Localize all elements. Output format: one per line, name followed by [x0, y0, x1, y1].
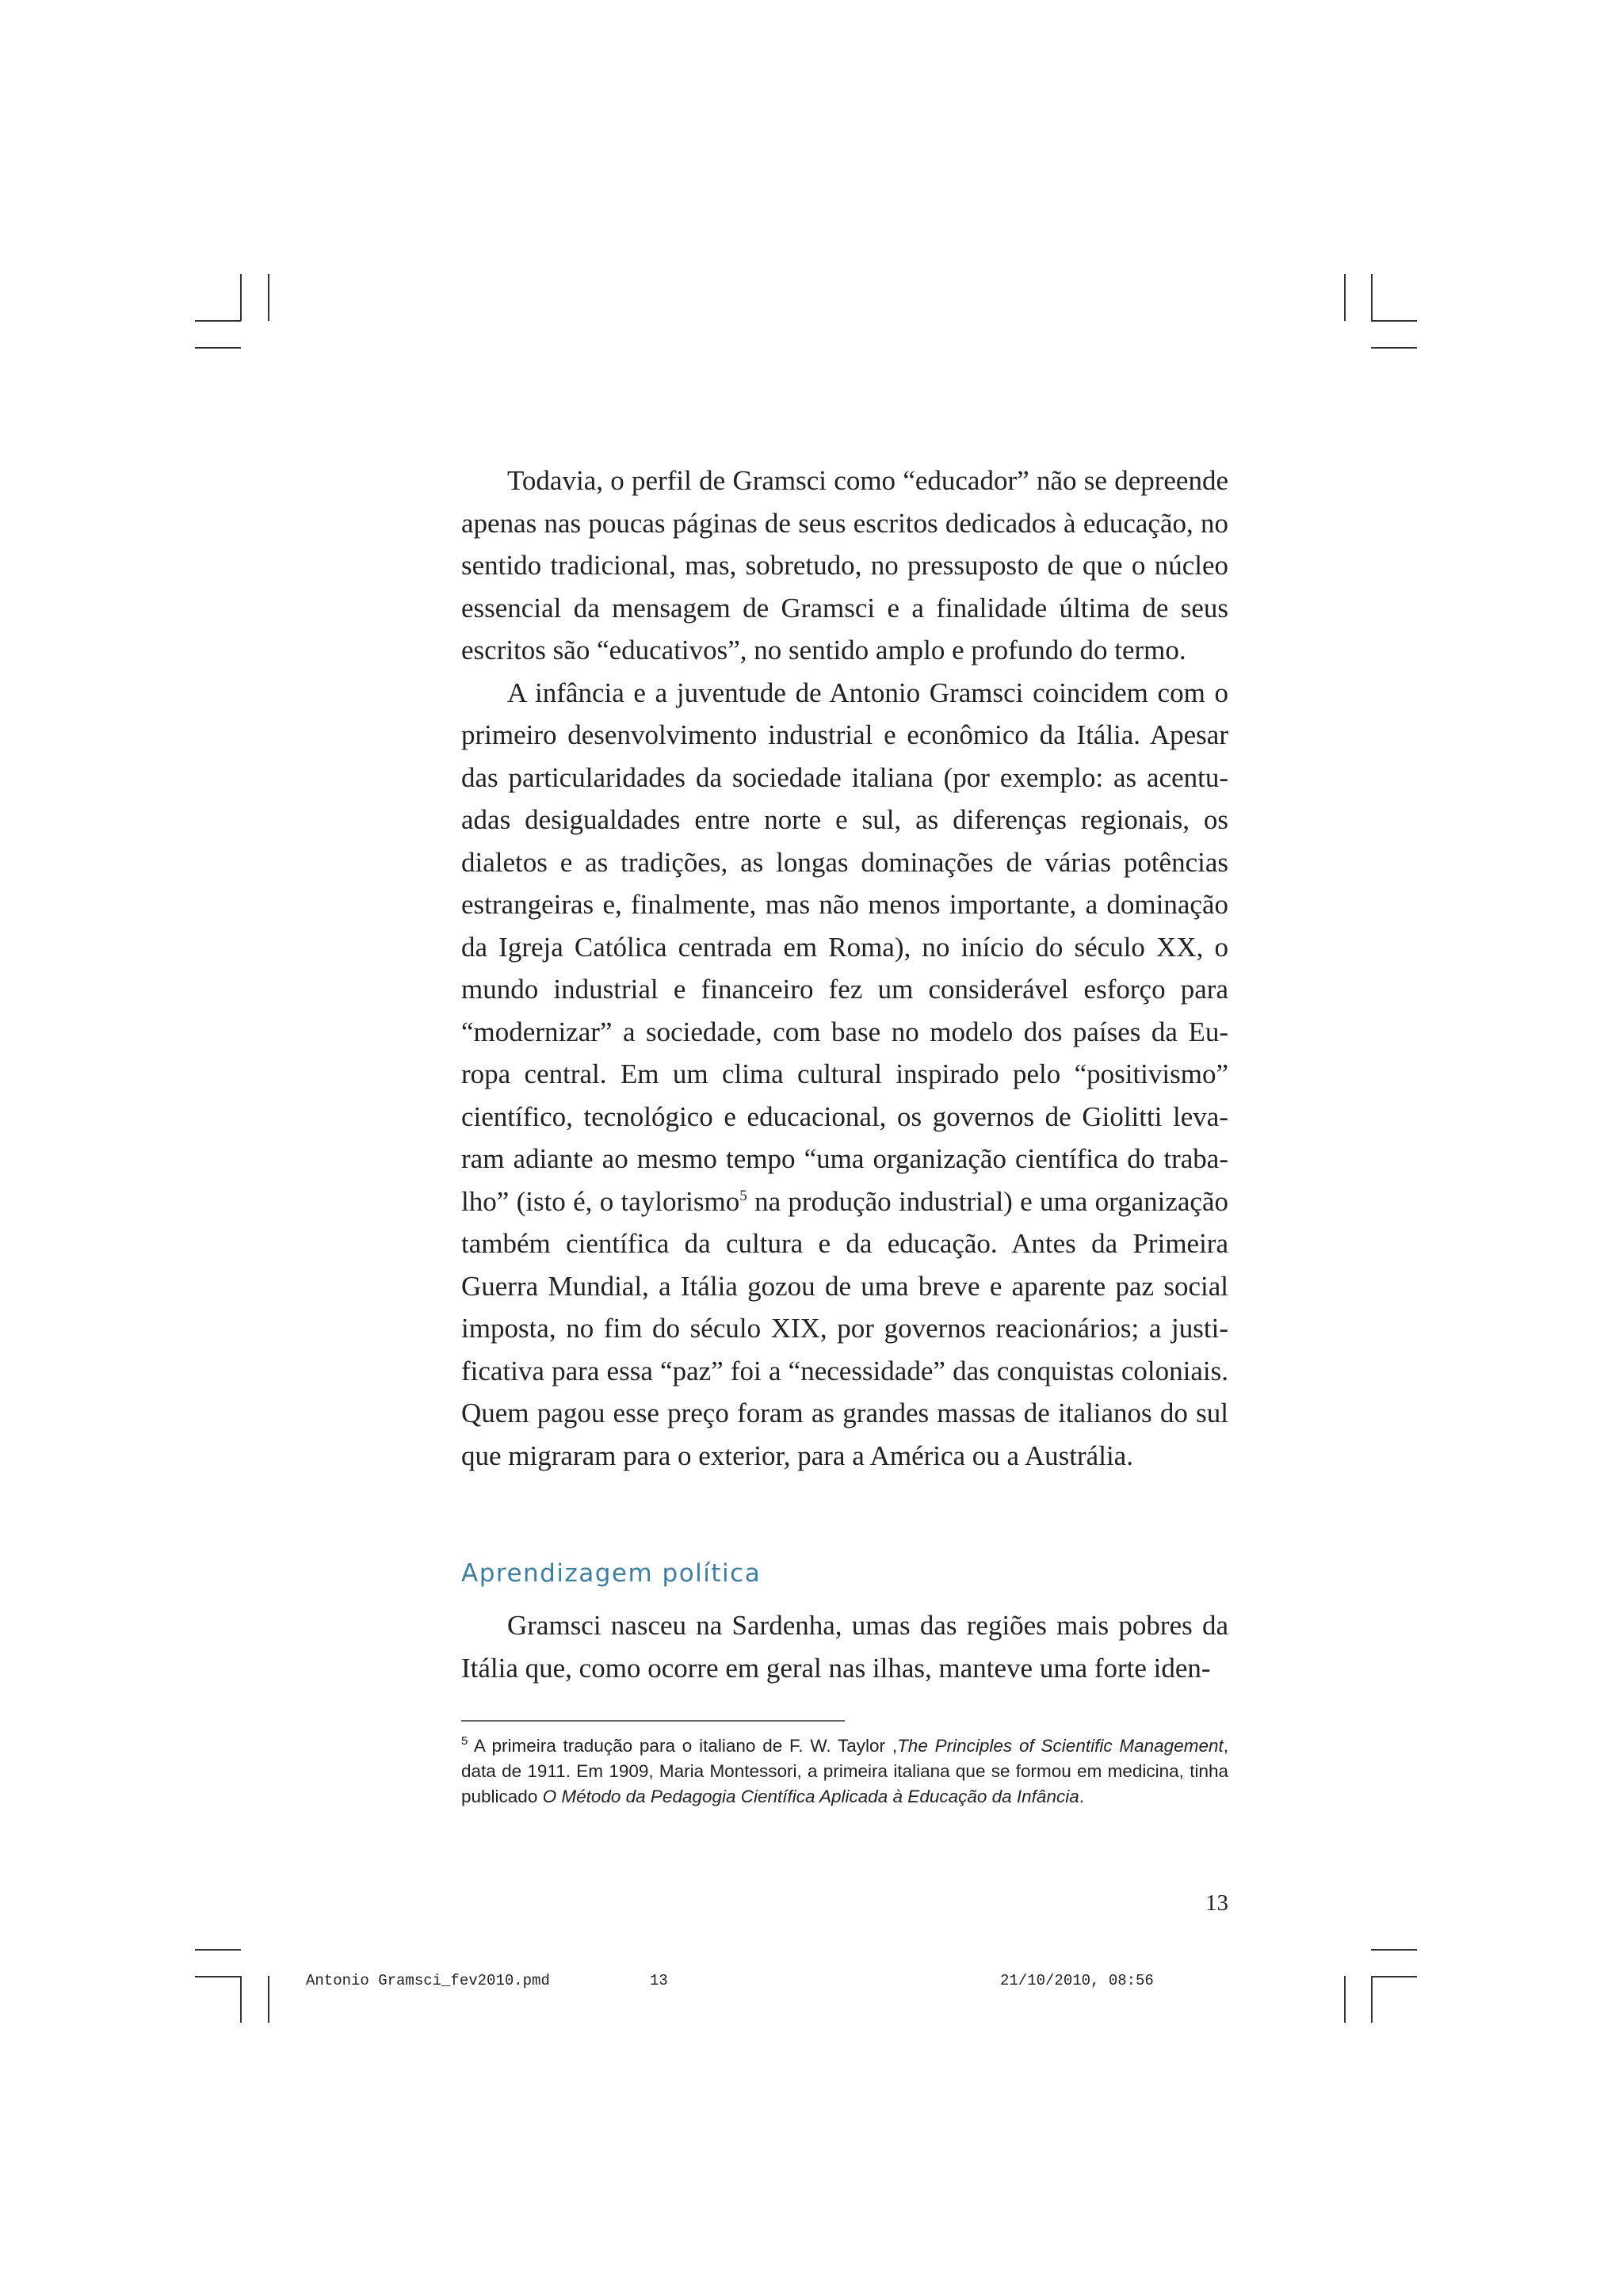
footnote-text: A primeira tradução para o italiano de F. W. Taylor , [468, 1736, 898, 1756]
crop-mark [1371, 1976, 1417, 1978]
crop-mark [1344, 274, 1346, 321]
crop-mark [1371, 1949, 1417, 1951]
page-number: 13 [1205, 1890, 1228, 1916]
footnote [461, 1733, 1228, 1810]
footnote-text: . [1079, 1787, 1084, 1806]
slug-filename: Antonio Gramsci_fev2010.pmd [306, 1972, 550, 1989]
crop-mark [1371, 1976, 1373, 2023]
crop-mark [1371, 347, 1417, 349]
crop-mark [268, 274, 269, 321]
paragraph-text: na produção industrial) e uma organização também científica da cultura e da educação. Antes da Primeira Guerra Mundial, a Itália gozou de uma breve e aparente paz social imposta, no fim do século XIX, por governos reacionários; a justificativa para essa “paz” foi a “necessidade” das conquistas coloniais. Quem pagou esse preço foram as grandes massas de italianos do sul que migraram para o exterior, para a América ou a Austrália. [461, 1185, 1228, 1471]
footnote-title: O Método da Pedagogia Científica Aplicada à Educação da Infância [542, 1787, 1079, 1806]
paragraph [461, 672, 1228, 1478]
crop-mark [240, 274, 242, 321]
footnote-divider [461, 1720, 845, 1722]
section-text [461, 1604, 1228, 1689]
footnote-text: , data de 1911. Em 1909, Maria Montessori, a primeira italiana que se formou em medicina, tinha publicado [461, 1736, 1228, 1806]
slug-page: 13 [650, 1972, 668, 1989]
crop-mark [195, 347, 241, 349]
paragraph-text: A infância e a juventude de Antonio Gramsci coincidem com o primeiro desenvolvimento industrial e econômico da Itália. Apesar das particularidades da sociedade italiana (por exemplo: as acentuadas desigualdades entre norte e sul, as diferenças regionais, os dialetos e as tradições, as longas dominações de várias potências estrangeiras e, finalmente, mas não menos importante, a dominação da Igreja Católica centrada em Roma), no início do século XX, o mundo industrial e financeiro fez um considerável esforço para “modernizar” a sociedade, com base no modelo dos países da Europa central. Em um clima cultural inspirado pelo “positivismo” científico, tecnológico e educacional, os governos de Giolitti levaram adiante ao mesmo tempo “uma organização científica do trabalho” (isto é, o taylorismo [461, 677, 1228, 1217]
footnote-reference[interactable]: 5 [739, 1187, 747, 1204]
crop-mark [195, 320, 241, 322]
paragraph: Todavia, o perfil de Gramsci como “educador” não se depreende apenas nas poucas páginas de seus escritos dedicados à educação, no sentido tradicional, mas, sobretudo, no pressuposto de que o núcleo essencial da mensagem de Gramsci e a finalidade última de seus escritos são “educativos”, no sentido amplo e profundo do termo. [461, 465, 1228, 666]
section-heading: Aprendizagem política [461, 1559, 762, 1588]
crop-mark [1371, 320, 1417, 322]
crop-mark [240, 1976, 242, 2023]
crop-mark [195, 1976, 241, 1978]
crop-mark [195, 1949, 241, 1951]
paragraph: Gramsci nasceu na Sardenha, umas das regiões mais pobres da Itália que, como ocorre em geral nas ilhas, manteve uma forte iden- [461, 1610, 1228, 1684]
slug-datetime: 21/10/2010, 08:56 [1000, 1972, 1154, 1989]
crop-mark [268, 1976, 269, 2023]
crop-mark [1371, 274, 1373, 321]
body-text [461, 460, 1228, 1477]
crop-mark [1344, 1976, 1346, 2023]
footnote-title: The Principles of Scientific Management [897, 1736, 1224, 1756]
footnote-marker: 5 [461, 1734, 468, 1748]
